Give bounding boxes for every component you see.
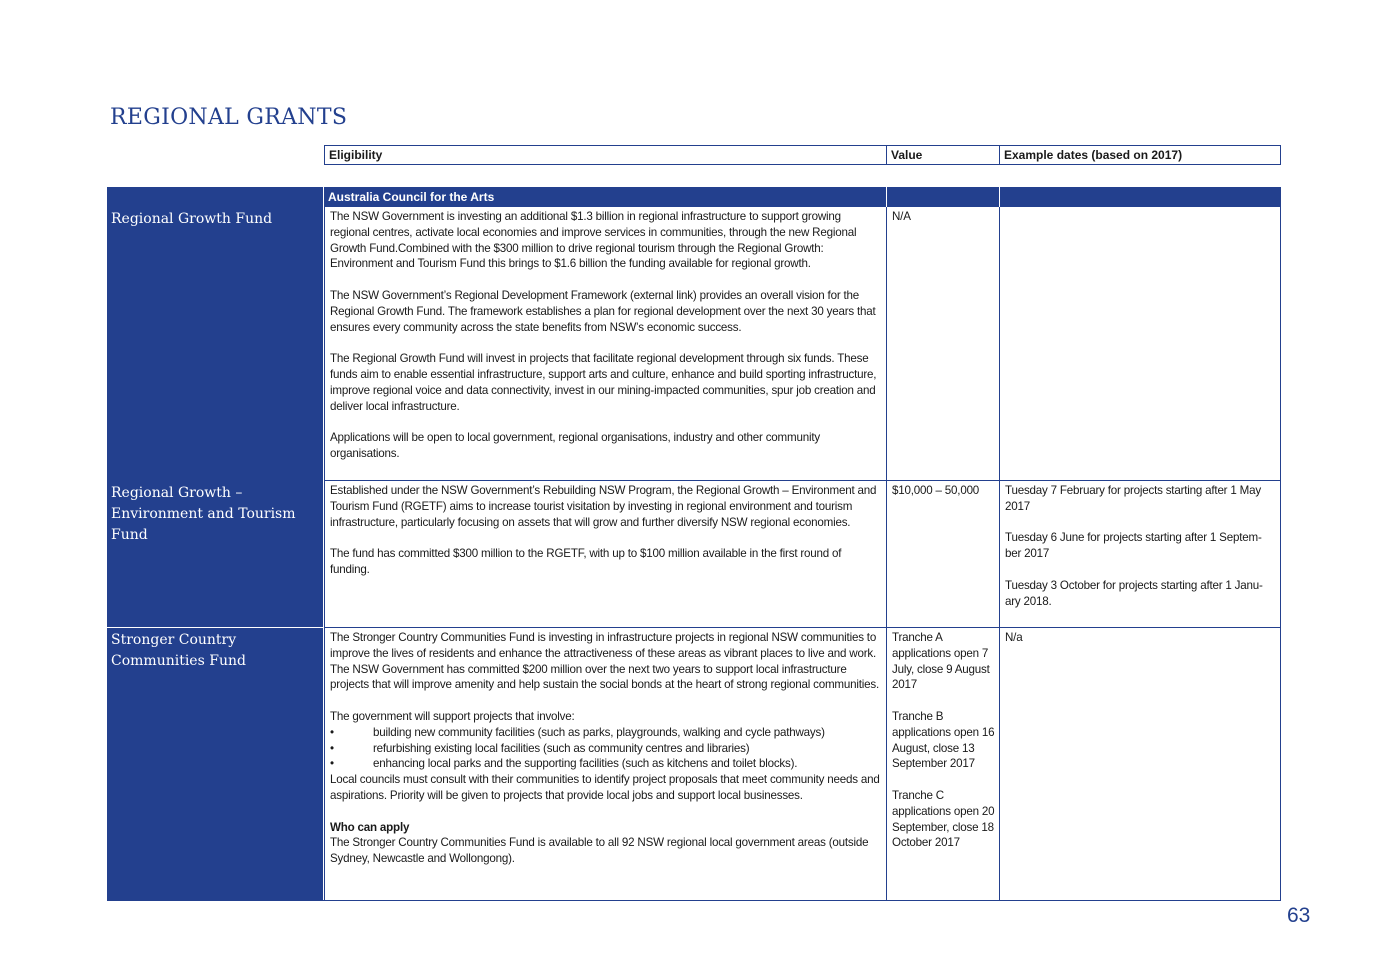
header-value: Value bbox=[887, 145, 1000, 165]
tranche-entry: Tranche B applications open 16 August, close 13 September 2017 bbox=[892, 709, 995, 771]
date-entry: Tuesday 6 June for projects starting after 1 Septem-ber 2017 bbox=[1005, 531, 1262, 561]
section-band-dates bbox=[1000, 187, 1281, 207]
page-number: 63 bbox=[1287, 904, 1311, 927]
header-eligibility: Eligibility bbox=[324, 145, 887, 165]
paragraph: The NSW Government’s Regional Development Framework (external link) provides an overall vision for the Regional Growth Fund. The framework establishes a plan for regional development over the next 30 years that ensures every community across the state benefits from NSW’s economic success. bbox=[330, 288, 876, 334]
date-entry: Tuesday 7 February for projects starting after 1 May 2017 bbox=[1005, 484, 1261, 513]
paragraph: Local councils must consult with their communities to identify project proposals that meet community needs and aspirations. Priority will be given to projects that provide local jobs and support local businesses. bbox=[330, 773, 880, 802]
paragraph: The Regional Growth Fund will invest in projects that facilitate regional development through six funds. These funds aim to enable essential infrastructure, support arts and culture, enhance and build sporting infrastructure, improve regional voice and data connectivity, invest in our mining-impacted communities, spur job creation and deliver local infrastructure. bbox=[330, 352, 877, 413]
who-can-apply-heading: Who can apply bbox=[330, 820, 410, 834]
section-band-value bbox=[887, 187, 999, 207]
bullet-icon: • bbox=[330, 741, 334, 755]
row-value-regional-growth-fund: N/A bbox=[886, 207, 1000, 481]
date-entry: Tuesday 3 October for projects starting after 1 Janu-ary 2018. bbox=[1005, 578, 1263, 608]
page-title: REGIONAL GRANTS bbox=[110, 105, 348, 130]
bullet-icon: • bbox=[330, 725, 334, 739]
row-eligibility-stronger-country bbox=[324, 628, 887, 900]
section-label: Australia Council for the Arts bbox=[324, 187, 886, 207]
row-name-stronger-country: Stronger Country Communities Fund bbox=[107, 628, 323, 900]
bullet-item: • enhancing local parks and the supporting facilities (such as kitchens and toilet blocks). bbox=[330, 757, 798, 771]
row-name-regional-growth-fund: Regional Growth Fund bbox=[107, 207, 323, 481]
paragraph: Applications will be open to local government, regional organisations, industry and other community organisations. bbox=[330, 431, 820, 460]
tranche-entry: Tranche C applications open 20 September, close 18 October 2017 bbox=[892, 788, 995, 850]
header-dates: Example dates (based on 2017) bbox=[1000, 145, 1281, 165]
paragraph: The government will support projects that involve: bbox=[330, 709, 575, 723]
row-name-rgetf: Regional Growth – Environment and Tourism Fund bbox=[107, 481, 323, 627]
row-dates-regional-growth-fund bbox=[999, 207, 1281, 481]
row-dates-rgetf bbox=[999, 481, 1281, 627]
row-value-rgetf: $10,000 – 50,000 bbox=[886, 481, 1000, 627]
bullet-item: • refurbishing existing local facilities (such as community centres and libraries) bbox=[330, 741, 750, 755]
row-value-stronger-country bbox=[886, 628, 1000, 900]
bullet-icon: • bbox=[330, 757, 334, 771]
row-dates-stronger-country: N/a bbox=[999, 628, 1281, 900]
tranche-entry: Tranche A applications open 7 July, close 9 August 2017 bbox=[892, 631, 990, 692]
table-bottom-border bbox=[107, 900, 1281, 901]
paragraph: The NSW Government is investing an additional $1.3 billion in regional infrastructure to support growing regional centres, activate local economies and improve services in communities, through the new Regional Growth Fund.Combined with the $300 million to drive regional tourism through the Regional Growth: Environment and Tourism Fund this brings to $1.6 billion the funding available for regional growth. bbox=[330, 210, 857, 271]
paragraph: Established under the NSW Government’s Rebuilding NSW Program, the Regional Growth – Environment and Tourism Fund (RGETF) aims to increase tourist visitation by investing in regional environment and tourism infrastructure, particularly focusing on assets that will grow and further diversify NSW regional economies. bbox=[330, 484, 877, 529]
bullet-item: • building new community facilities (such as parks, playgrounds, walking and cycle pathways) bbox=[330, 725, 825, 739]
paragraph: The fund has committed $300 million to the RGETF, with up to $100 million available in the first round of funding. bbox=[330, 547, 842, 576]
section-band-left bbox=[107, 187, 323, 207]
row-eligibility-rgetf bbox=[324, 481, 887, 627]
paragraph: The Stronger Country Communities Fund is available to all 92 NSW regional local government areas (outside Sydney, Newcastle and Wollongong). bbox=[330, 836, 869, 866]
row-eligibility-regional-growth-fund bbox=[324, 207, 887, 481]
paragraph: The Stronger Country Communities Fund is investing in infrastructure projects in regional NSW communities to improve the lives of residents and enhance the attractiveness of these areas as vibrant places to live and work. The NSW Government has committed $200 million over the next two years to support local infrastructure projects that will improve amenity and help sustain the social bonds at the heart of strong regional communities. bbox=[330, 631, 880, 692]
